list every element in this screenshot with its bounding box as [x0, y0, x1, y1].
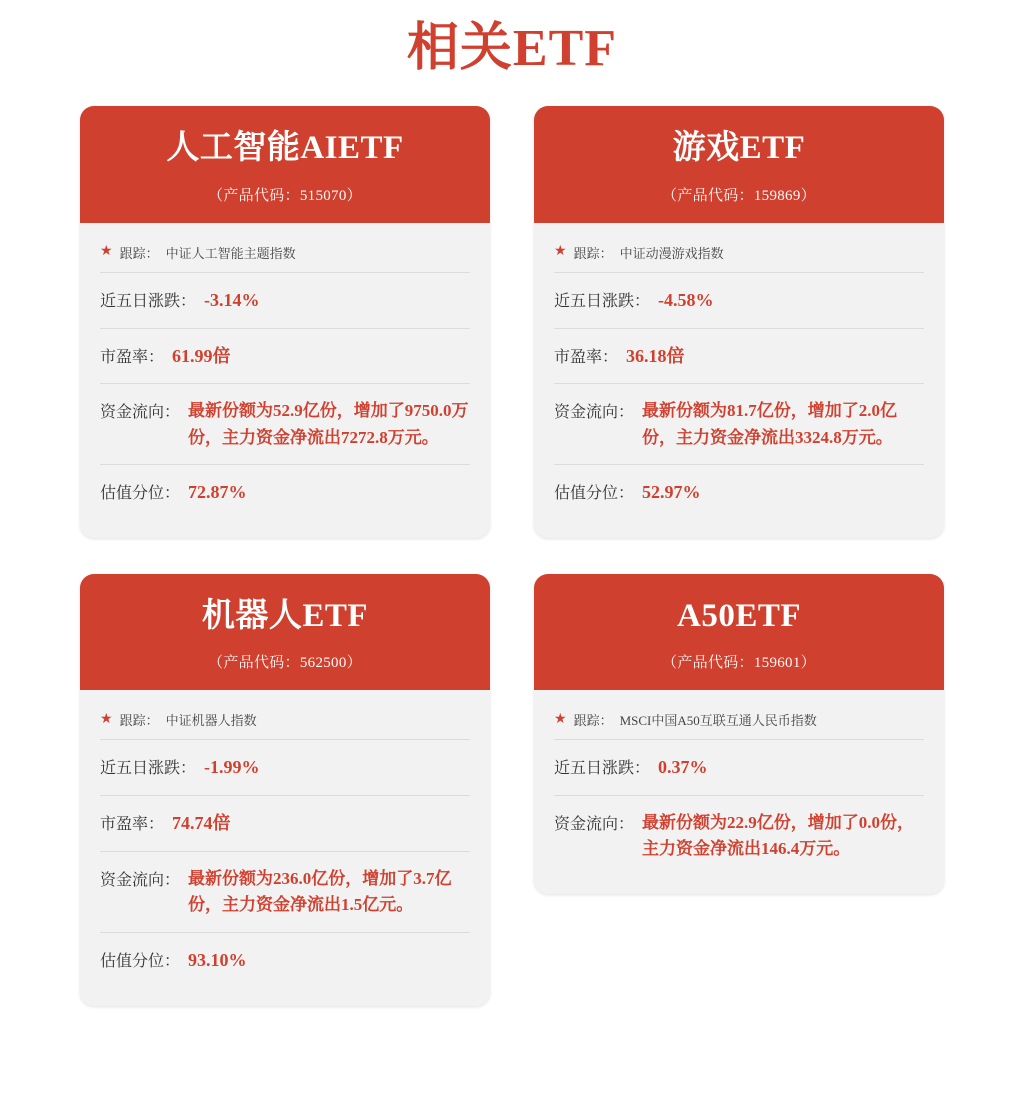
etf-flow-value: 最新份额为236.0亿份，增加了3.7亿份，主力资金净流出1.5亿元。 [188, 869, 452, 915]
etf-track-label: 跟踪： [573, 713, 613, 729]
etf-pe-row [98, 796, 472, 851]
etf-page [0, 18, 1024, 1006]
etf-flow-label: 资金流向： [100, 404, 181, 422]
etf-change5d-row [552, 273, 926, 328]
etf-change5d-value: -1.99% [204, 757, 260, 778]
etf-card-body [534, 690, 944, 894]
etf-valuation-value: 93.10% [188, 949, 247, 970]
etf-pe-label: 市盈率： [100, 348, 165, 366]
etf-track-row [552, 229, 926, 272]
etf-track-value: MSCI中国A50互联互通人民币指数 [619, 713, 817, 729]
star-icon: ★ [554, 711, 567, 727]
etf-valuation-row [98, 933, 472, 988]
star-icon: ★ [100, 244, 113, 260]
etf-change5d-label: 近五日涨跌： [554, 760, 651, 778]
etf-change5d-row [552, 740, 926, 795]
etf-card-header [534, 574, 944, 690]
etf-flow-label: 资金流向： [554, 404, 635, 422]
etf-flow-value: 最新份额为52.9亿份，增加了9750.0万份，主力资金净流出7272.8万元。 [188, 401, 469, 447]
etf-name: 人工智能AIETF [166, 130, 404, 167]
etf-flow-value: 最新份额为22.9亿份，增加了0.0份，主力资金净流出146.4万元。 [642, 813, 915, 859]
etf-track-label: 跟踪： [119, 245, 159, 261]
etf-code: （产品代码：159601） [662, 655, 816, 672]
etf-track-value: 中证人工智能主题指数 [165, 245, 296, 261]
etf-flow-value: 最新份额为81.7亿份，增加了2.0亿份，主力资金净流出3324.8万元。 [642, 401, 898, 447]
etf-track-row [98, 229, 472, 272]
star-icon: ★ [100, 711, 113, 727]
etf-card[interactable] [534, 106, 944, 538]
etf-change5d-label: 近五日涨跌： [100, 760, 197, 778]
etf-flow-row [552, 384, 926, 464]
etf-card-grid [80, 106, 944, 1005]
etf-valuation-label: 估值分位： [100, 485, 181, 503]
etf-pe-row [552, 329, 926, 384]
etf-card-header [80, 106, 490, 222]
etf-card[interactable] [534, 574, 944, 894]
etf-flow-row [98, 384, 472, 464]
etf-card[interactable] [80, 106, 490, 538]
etf-card-header [80, 574, 490, 690]
etf-pe-label: 市盈率： [554, 348, 619, 366]
etf-card-header [534, 106, 944, 222]
etf-pe-row [98, 329, 472, 384]
etf-flow-row [552, 796, 926, 876]
etf-change5d-row [98, 740, 472, 795]
star-icon: ★ [554, 244, 567, 260]
etf-name: 机器人ETF [201, 598, 369, 634]
etf-name: 游戏ETF [672, 130, 806, 167]
etf-card-body [534, 223, 944, 538]
etf-valuation-row [552, 465, 926, 520]
etf-card-body [80, 690, 490, 1005]
etf-card-body [80, 223, 490, 538]
etf-pe-value: 74.74倍 [172, 813, 231, 834]
etf-pe-value: 36.18倍 [626, 345, 685, 366]
etf-change5d-label: 近五日涨跌： [554, 292, 651, 310]
etf-change5d-value: 0.37% [658, 757, 708, 778]
etf-name: A50ETF [676, 598, 801, 634]
etf-pe-value: 61.99倍 [172, 345, 231, 366]
etf-change5d-value: -4.58% [658, 289, 714, 310]
etf-track-value: 中证动漫游戏指数 [619, 245, 724, 261]
page-title: 相关ETF [406, 20, 618, 77]
etf-code: （产品代码：159869） [662, 187, 816, 204]
etf-change5d-value: -3.14% [204, 289, 260, 310]
etf-code: （产品代码：515070） [208, 187, 362, 204]
etf-track-row [98, 696, 472, 739]
etf-card[interactable] [80, 574, 490, 1006]
etf-valuation-label: 估值分位： [554, 485, 635, 503]
etf-valuation-value: 72.87% [188, 482, 247, 503]
etf-flow-row [98, 852, 472, 932]
etf-track-label: 跟踪： [119, 713, 159, 729]
etf-valuation-label: 估值分位： [100, 952, 181, 970]
etf-change5d-row [98, 273, 472, 328]
etf-track-label: 跟踪： [573, 245, 613, 261]
etf-valuation-value: 52.97% [642, 482, 701, 503]
etf-flow-label: 资金流向： [100, 872, 181, 890]
etf-flow-label: 资金流向： [554, 816, 635, 834]
etf-track-value: 中证机器人指数 [165, 713, 257, 729]
etf-change5d-label: 近五日涨跌： [100, 292, 197, 310]
etf-code: （产品代码：562500） [208, 655, 362, 672]
etf-valuation-row [98, 465, 472, 520]
etf-track-row [552, 696, 926, 739]
etf-pe-label: 市盈率： [100, 816, 165, 834]
